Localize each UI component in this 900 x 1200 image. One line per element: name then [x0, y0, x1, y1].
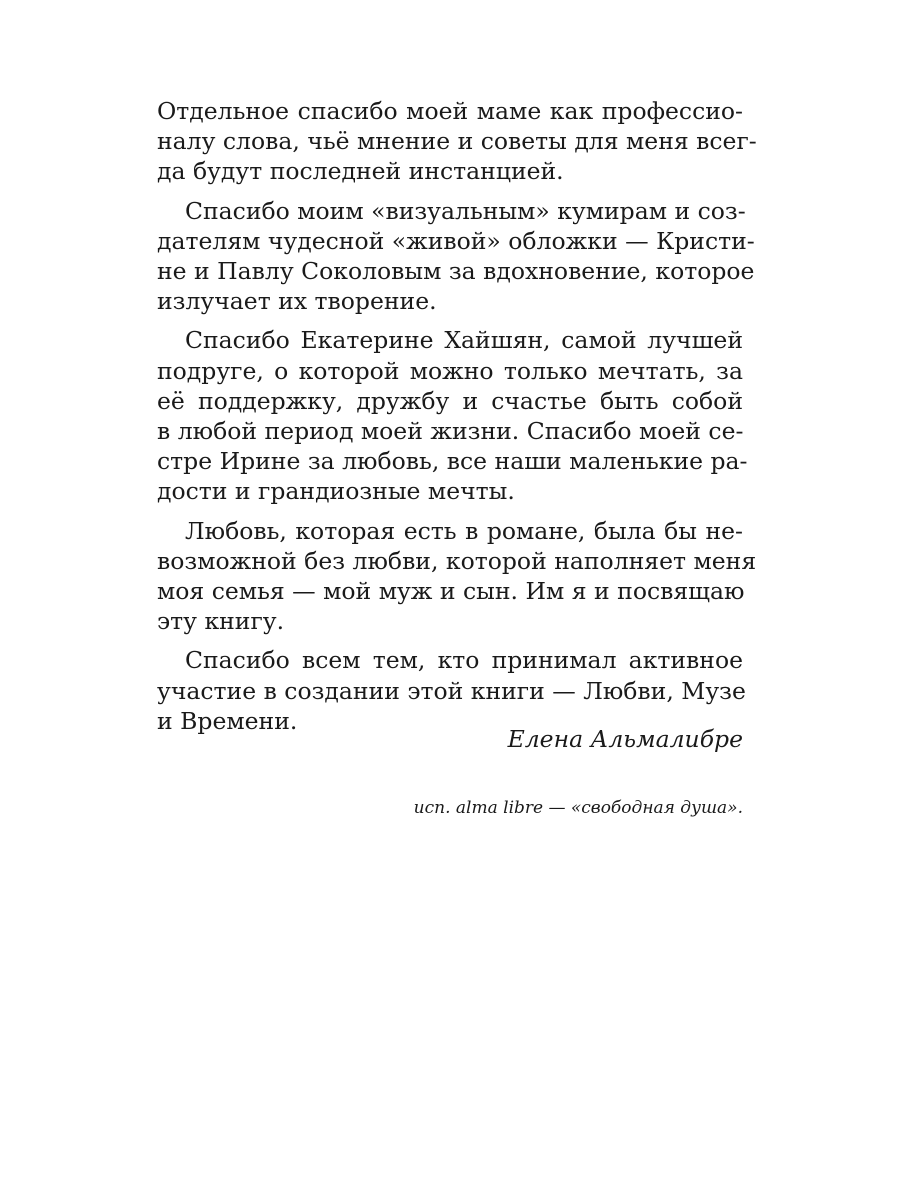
paragraph-2	[157, 196, 755, 317]
text-line: Любовь, которая есть в романе, была бы не-	[185, 516, 743, 545]
text-line: эту книгу.	[157, 607, 285, 636]
text-line: дателям чудесной «живой» обложки — Кристи-	[157, 226, 755, 255]
acknowledgements-text	[157, 96, 757, 745]
text-line: да будут последней инстанцией.	[157, 157, 564, 186]
text-line: подруге, о которой можно только мечтать, за	[157, 356, 743, 385]
text-line: излучает их творение.	[157, 287, 437, 316]
text-line: Спасибо всем тем, кто принимал активное	[185, 646, 743, 675]
text-line: не и Павлу Соколовым за вдохновение, которое	[157, 257, 755, 286]
text-line: налу слова, чьё мнение и советы для меня всег-	[157, 127, 757, 156]
name-footnote: исп. alma libre — «свободная душа».	[413, 798, 743, 818]
text-line: Отдельное спасибо моей маме как профессио-	[157, 97, 743, 125]
text-line: её поддержку, дружбу и счастье быть собой	[157, 386, 743, 415]
text-line: моя семья — мой муж и сын. Им я и посвящаю	[157, 577, 745, 606]
paragraph-3	[157, 325, 748, 506]
text-line: участие в создании этой книги — Любви, Музе	[157, 676, 746, 705]
text-line: возможной без любви, которой наполняет меня	[157, 546, 757, 575]
text-line: стре Ирине за любовь, все наши маленькие ра-	[157, 447, 748, 476]
text-line: в любой период моей жизни. Спасибо моей се-	[157, 417, 744, 446]
text-line: и Времени.	[157, 706, 298, 735]
paragraph-1	[157, 96, 757, 187]
text-line: Спасибо Екатерине Хайшян, самой лучшей	[185, 326, 743, 355]
paragraph-4	[157, 516, 757, 637]
paragraph-5	[157, 645, 746, 736]
text-line: дости и грандиозные мечты.	[157, 477, 515, 506]
author-signature: Елена Альмалибре	[507, 725, 743, 753]
text-line: Спасибо моим «визуальным» кумирам и соз-	[185, 196, 746, 225]
